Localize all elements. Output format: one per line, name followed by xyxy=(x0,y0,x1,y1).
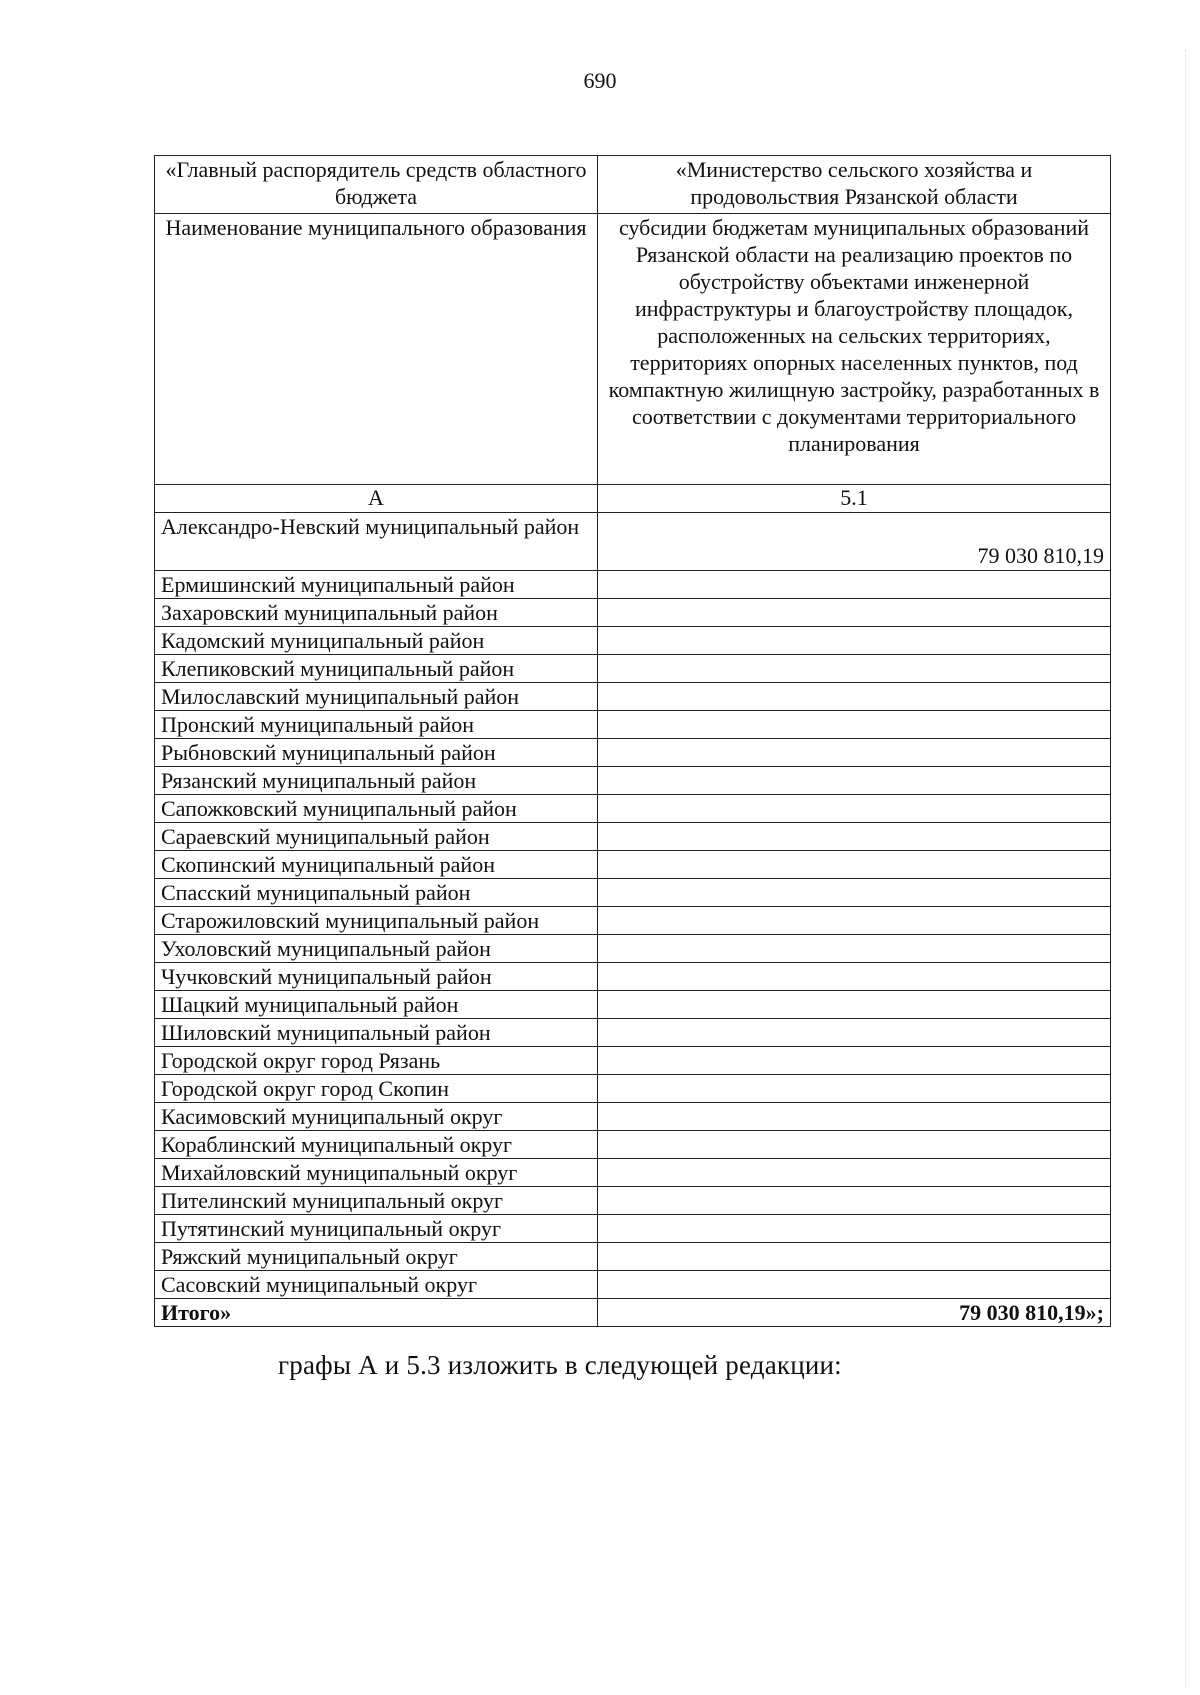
table-row xyxy=(155,907,1111,935)
total-value: 79 030 810,19»; xyxy=(598,1299,1111,1327)
budget-table-body xyxy=(155,156,1111,1327)
subsidy-value-cell xyxy=(598,795,1111,823)
table-row xyxy=(155,1075,1111,1103)
municipality-name-cell: Шиловский муниципальный район xyxy=(155,1019,598,1047)
subsidy-value-cell xyxy=(598,879,1111,907)
table-row xyxy=(155,1215,1111,1243)
municipality-name-cell: Пителинский муниципальный округ xyxy=(155,1187,598,1215)
table-row xyxy=(155,767,1111,795)
table-row xyxy=(155,739,1111,767)
subsidy-value-cell xyxy=(598,683,1111,711)
subsidy-value-cell xyxy=(598,991,1111,1019)
municipality-name-cell: Чучковский муниципальный район xyxy=(155,963,598,991)
municipality-name-cell: Александро-Невский муниципальный район xyxy=(155,513,598,571)
municipality-name-cell: Путятинский муниципальный округ xyxy=(155,1215,598,1243)
total-row xyxy=(155,1299,1111,1327)
table-row xyxy=(155,571,1111,599)
municipality-name-cell: Милославский муниципальный район xyxy=(155,683,598,711)
subsidy-value-cell xyxy=(598,599,1111,627)
municipality-name-cell: Пронский муниципальный район xyxy=(155,711,598,739)
header-row-distributor xyxy=(155,156,1111,214)
subsidy-value-cell xyxy=(598,1187,1111,1215)
subsidy-value-cell xyxy=(598,851,1111,879)
municipality-name-cell: Шацкий муниципальный район xyxy=(155,991,598,1019)
municipality-name-cell: Рыбновский муниципальный район xyxy=(155,739,598,767)
subsidy-value-cell xyxy=(598,1075,1111,1103)
table-row xyxy=(155,1019,1111,1047)
municipality-name-cell: Сараевский муниципальный район xyxy=(155,823,598,851)
table-row xyxy=(155,1243,1111,1271)
municipality-name-cell: Клепиковский муниципальный район xyxy=(155,655,598,683)
table-row xyxy=(155,879,1111,907)
municipality-name-cell: Сапожковский муниципальный район xyxy=(155,795,598,823)
table-row xyxy=(155,1103,1111,1131)
subsidy-value-cell xyxy=(598,935,1111,963)
municipality-name-cell: Кораблинский муниципальный округ xyxy=(155,1131,598,1159)
table-row xyxy=(155,513,1111,571)
municipality-name-cell: Кадомский муниципальный район xyxy=(155,627,598,655)
table-row xyxy=(155,1159,1111,1187)
header-subsidy-description: субсидии бюджетам муниципальных образований Рязанской области на реализацию проектов по обустройству объектами инженерной инфраструктуры и благоустройству площадок, расположенных на сельских территориях, территориях опорных населенных пунктов, под компактную жилищную застройку, разработанных в соответствии с документами территориального планирования xyxy=(598,214,1111,485)
subsidy-value-cell xyxy=(598,655,1111,683)
subsidy-value-cell xyxy=(598,907,1111,935)
subsidy-value-cell xyxy=(598,1215,1111,1243)
header-distributor-label: «Главный распорядитель средств областного бюджета xyxy=(155,156,598,214)
footer-instruction-text: графы А и 5.3 изложить в следующей редакции: xyxy=(278,1350,842,1380)
subsidy-value-cell xyxy=(598,1103,1111,1131)
municipality-name-cell: Ухоловский муниципальный район xyxy=(155,935,598,963)
subsidy-value-cell xyxy=(598,711,1111,739)
municipality-name-cell: Городской округ город Рязань xyxy=(155,1047,598,1075)
table-row xyxy=(155,991,1111,1019)
subsidy-value-cell xyxy=(598,1159,1111,1187)
subsidy-value-cell xyxy=(598,571,1111,599)
municipality-name-cell: Старожиловский муниципальный район xyxy=(155,907,598,935)
municipality-name-cell: Городской округ город Скопин xyxy=(155,1075,598,1103)
subsidy-value-cell xyxy=(598,1271,1111,1299)
subsidy-value-cell xyxy=(598,627,1111,655)
page-number: 690 xyxy=(583,68,617,93)
subsidy-value-cell xyxy=(598,739,1111,767)
municipality-name-cell: Спасский муниципальный район xyxy=(155,879,598,907)
subsidy-value-cell xyxy=(598,1131,1111,1159)
subsidy-value-cell xyxy=(598,1019,1111,1047)
municipality-name-cell: Ермишинский муниципальный район xyxy=(155,571,598,599)
table-row xyxy=(155,627,1111,655)
municipality-name-cell: Сасовский муниципальный округ xyxy=(155,1271,598,1299)
table-row xyxy=(155,851,1111,879)
municipality-name-cell: Касимовский муниципальный округ xyxy=(155,1103,598,1131)
table-row xyxy=(155,1131,1111,1159)
column-index-row xyxy=(155,485,1111,513)
subsidy-value-cell xyxy=(598,1047,1111,1075)
header-ministry-label: «Министерство сельского хозяйства и продовольствия Рязанской области xyxy=(598,156,1111,214)
municipality-name-cell: Захаровский муниципальный район xyxy=(155,599,598,627)
table-row xyxy=(155,599,1111,627)
column-index-a: А xyxy=(155,485,598,513)
table-row xyxy=(155,655,1111,683)
municipality-name-cell: Скопинский муниципальный район xyxy=(155,851,598,879)
subsidy-value-cell xyxy=(598,823,1111,851)
table-row xyxy=(155,823,1111,851)
budget-table xyxy=(154,155,1111,1327)
subsidy-value-cell xyxy=(598,767,1111,795)
table-row xyxy=(155,1187,1111,1215)
scan-margin-artifact xyxy=(1185,50,1196,1690)
municipality-name-cell: Рязанский муниципальный район xyxy=(155,767,598,795)
column-index-5-1: 5.1 xyxy=(598,485,1111,513)
table-row xyxy=(155,963,1111,991)
total-label: Итого» xyxy=(155,1299,598,1327)
municipality-name-cell: Ряжский муниципальный округ xyxy=(155,1243,598,1271)
subsidy-value-cell xyxy=(598,963,1111,991)
subsidy-value-cell: 79 030 810,19 xyxy=(598,513,1111,571)
header-municipality-label: Наименование муниципального образования xyxy=(155,214,598,485)
table-row xyxy=(155,1271,1111,1299)
header-row-subsidy xyxy=(155,214,1111,485)
municipality-name-cell: Михайловский муниципальный округ xyxy=(155,1159,598,1187)
table-row xyxy=(155,683,1111,711)
table-row xyxy=(155,711,1111,739)
table-row xyxy=(155,795,1111,823)
table-row xyxy=(155,935,1111,963)
table-row xyxy=(155,1047,1111,1075)
subsidy-value-cell xyxy=(598,1243,1111,1271)
